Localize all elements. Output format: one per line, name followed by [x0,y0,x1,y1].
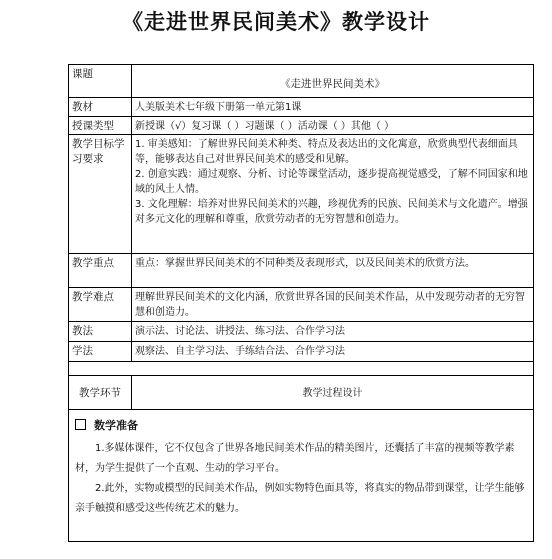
stage-value: 教学过程设计 [302,388,363,399]
teaching-method-label: 教法 [69,322,132,341]
document-title: 《走进世界民间美术》教学设计 [122,10,430,34]
difficulty-row [69,287,533,321]
prep-paragraph: 1.多媒体课件，它不仅包含了世界各地民间美术作品的精美图片，还囊括了丰富的视频等教学素材，为学生提供了一个直观、生动的学习平台。 [75,443,515,474]
textbook-label: 教材 [69,98,132,116]
difficulty-label: 教学难点 [69,288,132,321]
prep-paragraph: 2.此外，实物或模型的民间美术作品，例如实物特色面具等，将真实的物品带到课堂，让学生能够亲手触摸和感受这些传统艺术的魅力。 [75,483,525,514]
learning-method-value: 观察法、自主学习法、手练结合法、合作学习法 [135,346,345,357]
teaching-method-value: 演示法、讨论法、讲授法、练习法、合作学习法 [135,326,345,337]
goals-label: 教学目标学习要求 [69,135,132,253]
textbook-value: 人美版美术七年级下册第一单元第1课 [135,102,302,113]
stage-row [69,375,533,409]
difficulty-value: 理解世界民间美术的文化内涵，欣赏世界各国的民间美术作品，从中发现劳动者的无穷智慧和创造力。 [135,292,525,318]
prep-heading-text: 数学准备 [94,419,138,432]
prep-heading [75,418,527,433]
type-row [69,116,533,134]
prep-section [69,410,533,541]
spacer-row [69,361,533,375]
topic-label: 课题 [69,65,132,97]
goal-item: 2. 创意实践：通过观察、分析、讨论等课堂活动，逐步提高视觉感受，了解不同国家和地域的风土人情。 [135,169,528,195]
topic-row [69,65,533,97]
learning-method-row [69,341,533,361]
goal-item: 3. 文化理解：培养对世界民间美术的兴趣，珍视优秀的民族、民间美术与文化遗产。增强对多元文化的理解和尊重，欣赏劳动者的无穷智慧和创造力。 [135,199,528,225]
square-bullet-icon [75,419,86,430]
learning-method-label: 学法 [69,342,132,361]
key-point-row [69,253,533,287]
topic-value: 《走进世界民间美术》 [280,78,385,90]
type-label: 授课类型 [69,117,132,134]
stage-label: 教学环节 [69,376,132,409]
textbook-row [69,97,533,116]
goal-item: 1. 审美感知：了解世界民间美术种类、特点及表达出的文化寓意，欣赏典型代表细面具等，能够表达自己对世界民间美术的感受和见解。 [135,139,518,165]
prep-row [69,409,533,541]
goals-row [69,134,533,253]
type-value: 新授课（√）复习课（ ）习题课（ ）活动课（ ）其他（ ） [135,121,395,132]
lesson-plan-table [68,64,534,542]
teaching-method-row [69,321,533,341]
key-point-label: 教学重点 [69,254,132,287]
goals-value [132,135,533,253]
key-point-value: 重点：掌握世界民间美术的不同种类及表现形式，以及民间美术的欣赏方法。 [135,258,475,269]
